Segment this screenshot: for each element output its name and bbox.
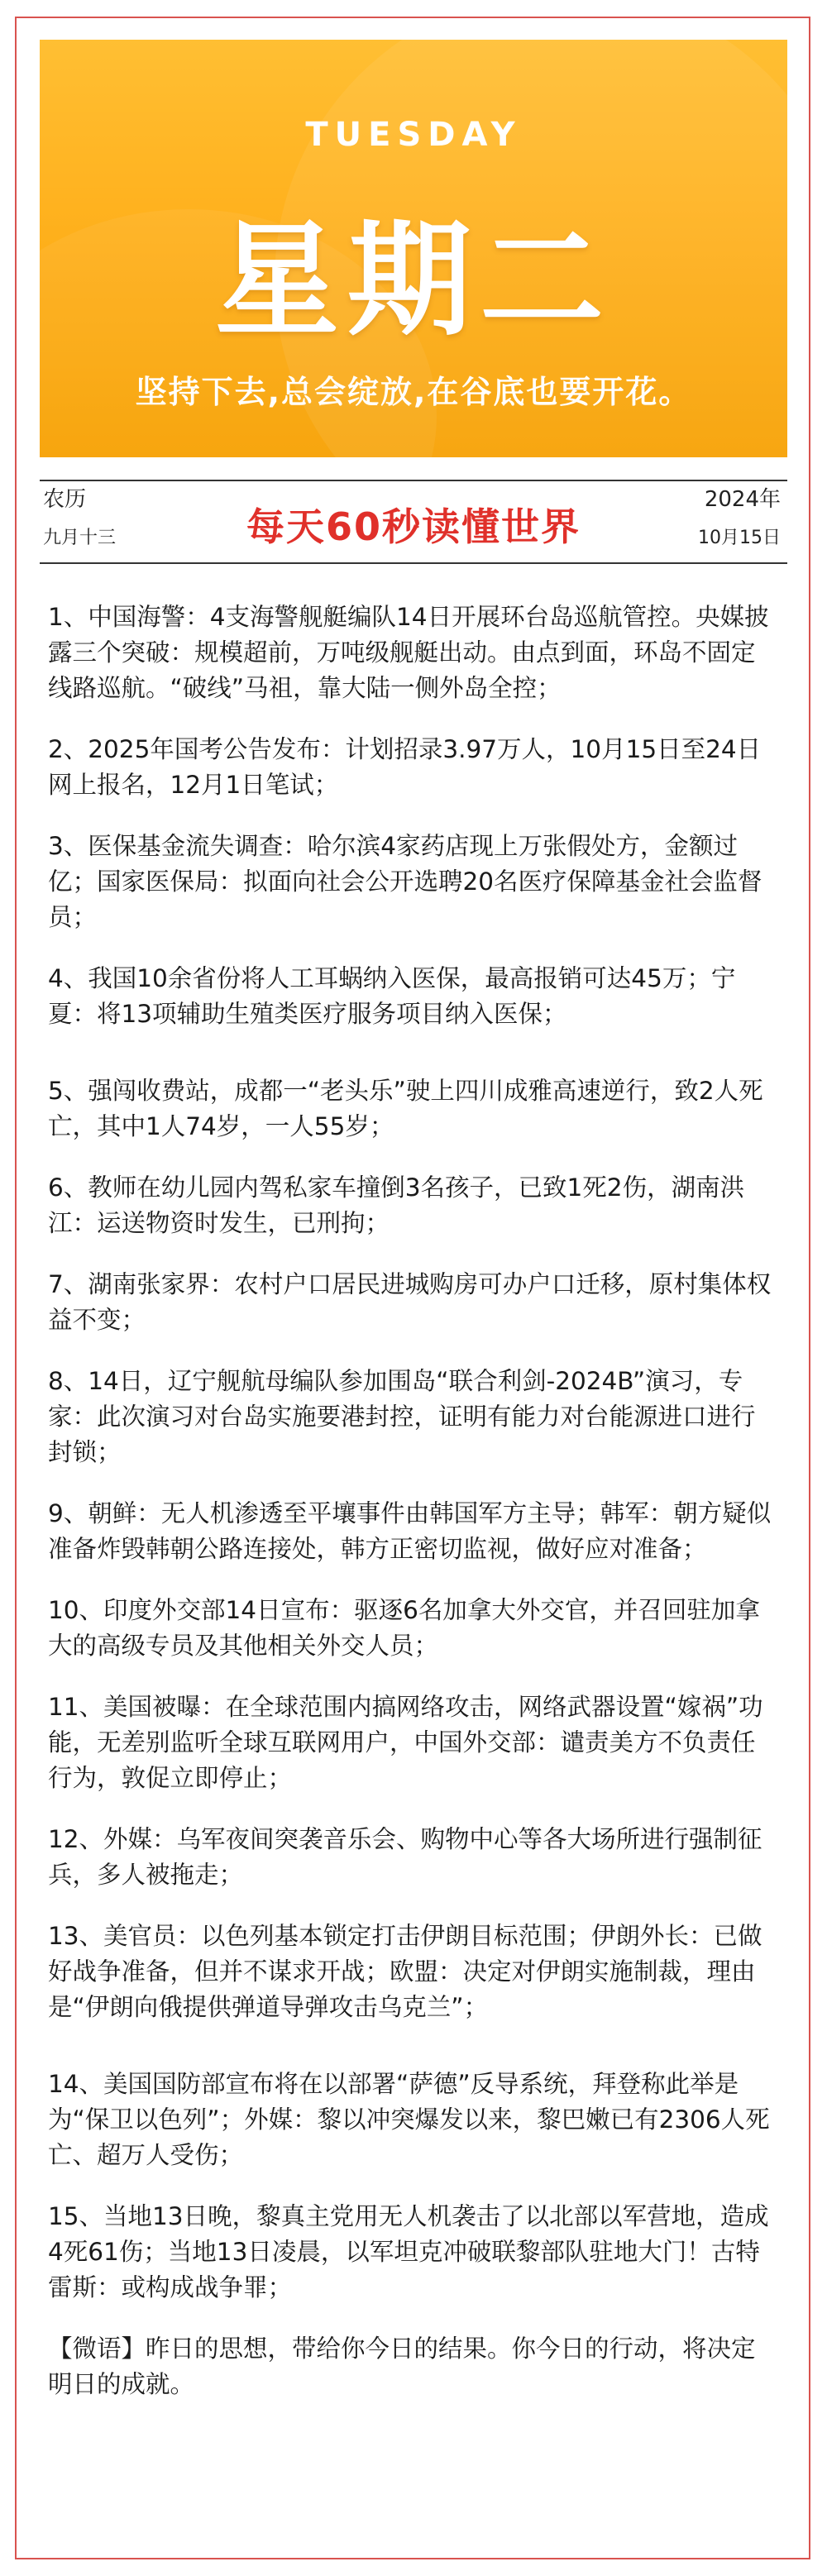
news-item: 9、朝鲜：无人机渗透至平壤事件由韩国军方主导；韩军：朝方疑似准备炸毁韩朝公路连接处，韩方正密切监视，做好应对准备； — [48, 1499, 772, 1563]
news-item: 11、美国被曝：在全球范围内搞网络攻击，网络武器设置“嫁祸”功能，无差别监听全球互联网用户，中国外交部：谴责美方不负责任行为，敦促立即停止； — [48, 1693, 763, 1792]
divider-bottom — [40, 562, 787, 564]
news-item: 15、当地13日晚，黎真主党用无人机袭击了以北部以军营地，造成4死61伤；当地13日凌晨，以军坦克冲破联黎部队驻地大门！古特雷斯：或构成战争罪； — [48, 2202, 769, 2301]
date-label: 10月15日 — [698, 528, 781, 548]
lunar-label: 农历 — [43, 487, 87, 512]
news-item: 14、美国国防部宣布将在以部署“萨德”反导系统，拜登称此举是为“保卫以色列”；外媒：黎以冲突爆发以来，黎巴嫩已有2306人死亡、超万人受伤； — [48, 2070, 770, 2169]
news-item: 10、印度外交部14日宣布：驱逐6名加拿大外交官，并召回驻加拿大的高级专员及其他相关外交人员； — [48, 1596, 760, 1660]
news-list — [48, 600, 776, 2402]
header-banner — [40, 40, 787, 457]
news-item: 2、2025年国考公告发布：计划招录3.97万人，10月15日至24日网上报名，12月1日笔试； — [48, 735, 762, 799]
news-item: 12、外媒：乌军夜间突袭音乐会、购物中心等各大场所进行强制征兵，多人被拖走； — [48, 1825, 762, 1889]
news-item: 8、14日，辽宁舰航母编队参加围岛“联合利剑-2024B”演习，专家：此次演习对台岛实施要港封控，证明有能力对台能源进口进行封锁； — [48, 1367, 756, 1466]
news-item: 3、医保基金流失调查：哈尔滨4家药店现上万张假处方，金额过亿；国家医保局：拟面向社会公开选聘20名医疗保障基金社会监督员； — [48, 832, 762, 931]
divider-top — [40, 480, 787, 481]
lunar-date: 九月十三 — [43, 528, 117, 548]
banner-day-english: TUESDAY — [305, 116, 522, 154]
news-item: 4、我国10余省份将人工耳蜗纳入医保，最高报销可达45万；宁夏：将13项辅助生殖类医疗服务项目纳入医保； — [48, 964, 736, 1028]
news-item: 5、强闯收费站，成都一“老头乐”驶上四川成雅高速逆行，致2人死亡，其中1人74岁，一人55岁； — [48, 1077, 763, 1140]
info-bar — [40, 482, 787, 558]
page-title: 每天60秒读懂世界 — [246, 504, 581, 549]
year-label: 2024年 — [704, 487, 781, 512]
news-item: 7、湖南张家界：农村户口居民进城购房可办户口迁移，原村集体权益不变； — [48, 1270, 772, 1334]
banner-slogan: 坚持下去,总会绽放,在谷底也要开花。 — [135, 374, 692, 410]
daily-quote: 【微语】昨日的思想，带给你今日的结果。你今日的行动，将决定明日的成就。 — [48, 2335, 756, 2398]
banner-weekday: 星期二 — [214, 209, 612, 353]
news-item: 13、美官员：以色列基本锁定打击伊朗目标范围；伊朗外长：已做好战争准备，但并不谋求开战；欧盟：决定对伊朗实施制裁，理由是“伊朗向俄提供弹道导弹攻击乌克兰”； — [48, 1922, 762, 2021]
news-item: 1、中国海警：4支海警舰艇编队14日开展环台岛巡航管控。央媒披露三个突破：规模超前，万吨级舰艇出动。由点到面，环岛不固定线路巡航。“破线”马祖，靠大陆一侧外岛全控； — [48, 603, 769, 702]
news-item: 6、教师在幼儿园内驾私家车撞倒3名孩子，已致1死2伤，湖南洪江：运送物资时发生，已刑拘； — [48, 1173, 745, 1237]
